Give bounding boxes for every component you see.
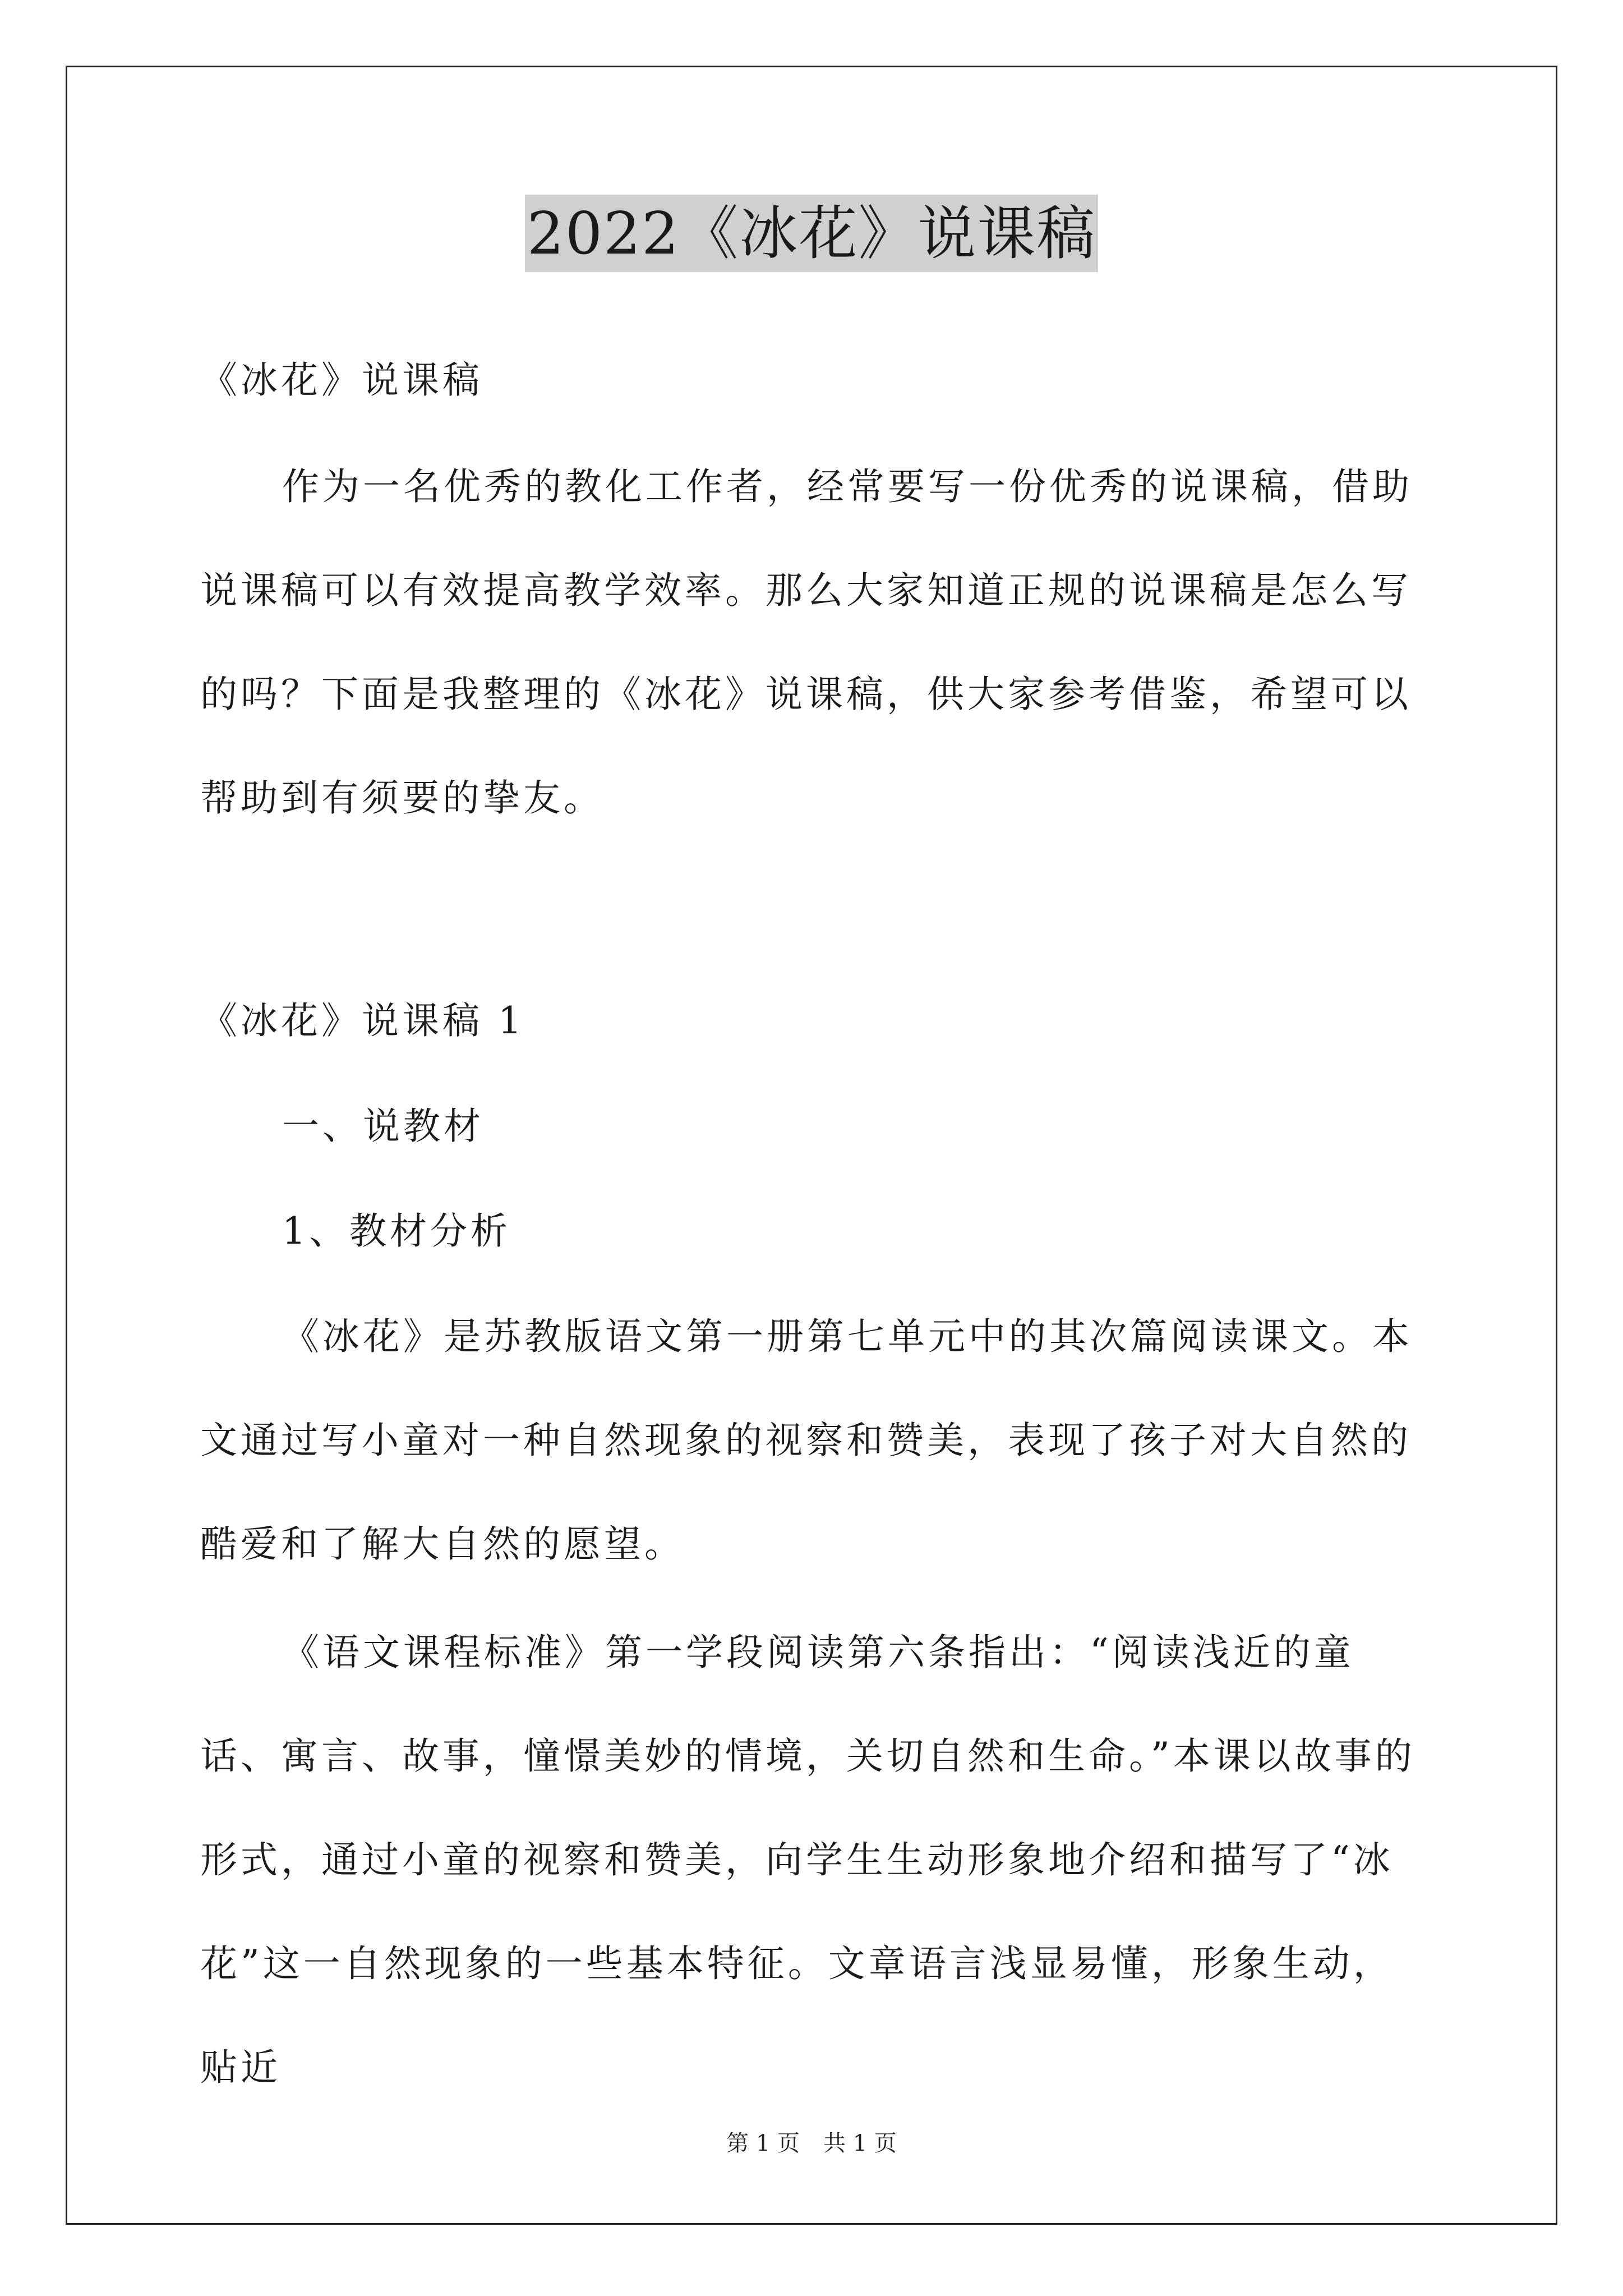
body-paragraph: 《冰花》是苏教版语文第一册第七单元中的其次篇阅读课文。本文通过写小童对一种自然现象的视察和赞美，表现了孩子对大自然的酷爱和了解大自然的愿望。	[200, 1315, 1413, 1566]
body-paragraph: 《语文课程标准》第一学段阅读第六条指出：“阅读浅近的童话、寓言、故事，憧憬美妙的情境，关切自然和生命。”本课以故事的形式，通过小童的视察和赞美，向学生生动形象地介绍和描写了“冰花”这一自然现象的一些基本特征。文章语言浅显易懂，形象生动，贴近	[200, 1631, 1415, 2089]
subtitle-paragraph: 《冰花》说课稿	[200, 358, 483, 402]
page-footer	[0, 2129, 1623, 2157]
part-heading: 一、说教材	[282, 1105, 484, 1148]
intro-paragraph: 作为一名优秀的教化工作者，经常要写一份优秀的说课稿，借助说课稿可以有效提高教学效率。那么大家知道正规的说课稿是怎么写的吗？下面是我整理的《冰花》说课稿，供大家参考借鉴，希望可以帮助到有须要的挚友。	[200, 465, 1413, 820]
document-title: 2022《冰花》说课稿	[525, 195, 1099, 272]
page-number: 第 1 页	[726, 2131, 800, 2156]
sub-heading: 1、教材分析	[282, 1209, 511, 1253]
section-heading: 《冰花》说课稿 1	[200, 999, 525, 1042]
title-block	[0, 195, 1623, 272]
total-pages: 共 1 页	[823, 2131, 897, 2156]
